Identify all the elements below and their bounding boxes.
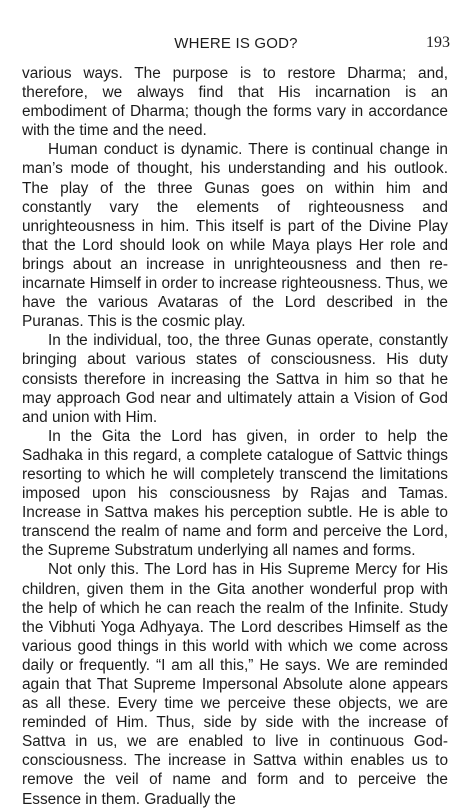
running-head [22,34,450,56]
paragraph-gita-catalogue: In the Gita the Lord has given, in order to help the Sadhaka in this regard, a complete catalogue of Sattvic things resorting to which he will completely transcend the limitations imposed upon his consciousness by Rajas and Tamas. Increase in Sattva makes his perception subtle. He is able to transcend the realm of name and form and perceive the Lord, the Supreme Substratum underlying all names and forms. [22,427,448,560]
paragraph-continued: various ways. The purpose is to restore Dharma; and, therefore, we always find that His incarnation is an embodiment of Dharma; though the forms vary in accordance with the time and the need. [22,65,448,140]
paragraph-vibhuti-yoga: Not only this. The Lord has in His Supreme Mercy for His children, given them in the Gita another wonderful prop with the help of which he can reach the realm of the Infinite. Study the Vibhuti Yoga Adhyaya. The Lord describes Himself as the various good things in this world with which we come across daily or frequently. “I am all this,” He says. We are reminded again that That Supreme Impersonal Absolute alone appears as all these. Every time we perceive these objects, we are reminded of Him. Thus, side by side with the increase of Sattva in us, we are enabled to live in continuous God-consciousness. The increase in Sattva within enables us to remove the veil of name and form and to perceive the Essence in them. Gradually the [22,561,448,808]
running-title: WHERE IS GOD? [174,35,298,52]
body-text [22,64,448,809]
page-number: 193 [426,34,450,51]
paragraph-individual-gunas: In the individual, too, the three Gunas operate, constantly bringing about various states of consciousness. His duty consists therefore in increasing the Sattva in him so that he may approach God near and ultimately attain a Vision of God and union with Him. [22,332,448,426]
paragraph-human-conduct: Human conduct is dynamic. There is continual change in man’s mode of thought, his understanding and his outlook. The play of the three Gunas goes on within him and constantly vary the elements of righteousness and unrighteousness in him. This itself is part of the Divine Play that the Lord should look on while Maya plays Her role and brings about an increase in unrighteousness and then re-incarnate Himself in order to increase righteousness. Thus, we have the various Avataras of the Lord described in the Puranas. This is the cosmic play. [22,141,448,331]
